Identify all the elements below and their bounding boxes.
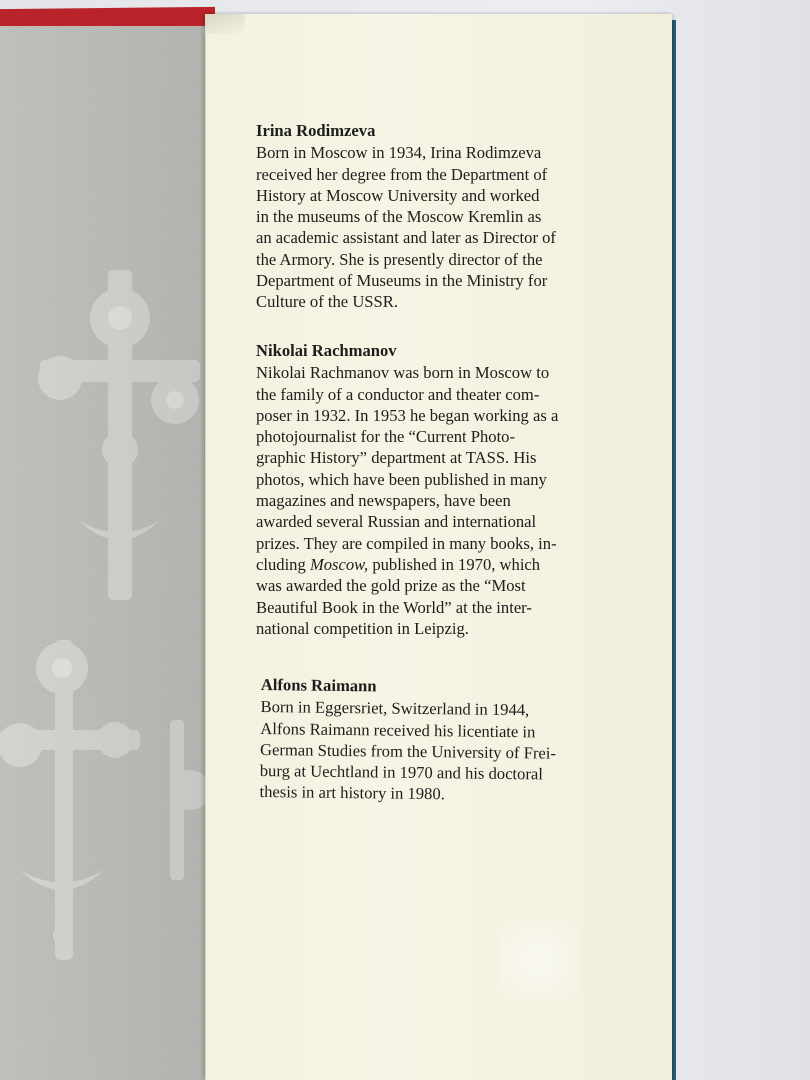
bio-line: awarded several Russian and international [256,512,537,532]
bio-line: in the museums of the Moscow Kremlin as [256,207,542,227]
bio-line: Department of Museums in the Ministry for [256,271,548,291]
bio-line: was awarded the gold prize as the “Most [256,576,526,596]
bio-line: photojournalist for the “Current Photo- [256,427,516,447]
bio-line: thesis in art history in 1980. [259,782,445,804]
flap-corner-fold [205,14,245,34]
bio-line: burg at Uechtland in 1970 and his doctoral [259,761,544,784]
author-name: Alfons Raimann [260,674,377,696]
bio-line: the Armory. She is presently director of the [256,249,543,269]
bio-line: an academic assistant and later as Director of [256,228,556,248]
bio-line: German Studies from the University of Frei- [259,739,557,763]
bio-line: Culture of the USSR. [256,292,398,312]
bio-line: prizes. They are compiled in many books, in- [256,533,557,553]
bio-line: Alfons Raimann received his licentiate in [260,718,536,741]
bio-line: Born in Eggersriet, Switzerland in 1944, [260,697,530,720]
bio-line: graphic History” department at TASS. His [256,448,537,468]
light-reflection [500,920,580,1000]
bio-line-with-title [256,554,632,575]
bio-line: poser in 1932. In 1953 he began working as a [256,405,559,425]
author-name: Irina Rodimzeva [256,121,376,140]
book-title: Moscow, [309,554,369,574]
bio-line: Nikolai Rachmanov was born in Moscow to [256,363,550,383]
bio-line: the family of a conductor and theater com- [256,384,540,404]
author-name: Nikolai Rachmanov [256,341,397,360]
bio-line: received her degree from the Department of [256,164,548,184]
bio-line: History at Moscow University and worked [256,185,540,205]
cover-shading [0,26,222,1080]
bio-line: photos, which have been published in many [256,469,547,489]
bio-text: published in 1970, which [372,554,541,574]
author-bio-rachmanov [256,340,632,639]
bio-line: national competition in Leipzig. [256,618,469,638]
bio-line: Beautiful Book in the World” at the inter- [256,597,532,617]
author-bio-rodimzeva [256,120,632,313]
author-bio-raimann [259,674,591,807]
bio-text: cluding [256,554,306,574]
bio-line: Born in Moscow in 1934, Irina Rodimzeva [256,143,542,163]
bio-line: magazines and newspapers, have been [256,491,511,511]
